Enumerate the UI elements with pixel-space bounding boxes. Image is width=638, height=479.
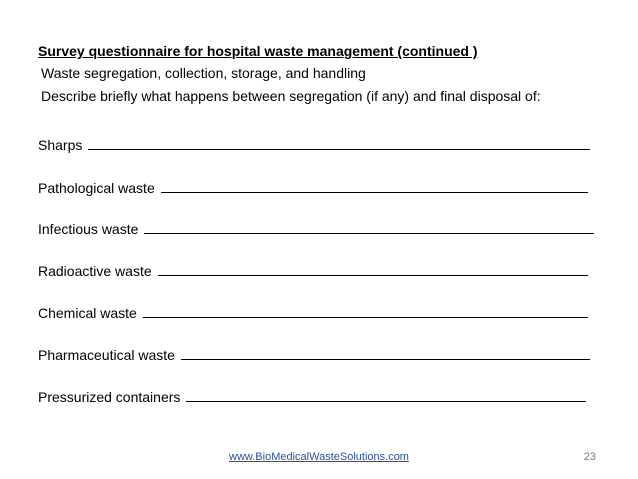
field-label-pathological-waste: Pathological waste [38,180,155,196]
field-label-infectious-waste: Infectious waste [38,221,139,237]
answer-line-sharps[interactable] [88,149,590,150]
field-row-infectious-waste [38,217,594,237]
field-row-pressurized-containers [38,385,586,405]
answer-line-infectious-waste[interactable] [144,233,594,234]
field-label-radioactive-waste: Radioactive waste [38,263,152,279]
answer-line-radioactive-waste[interactable] [158,275,588,276]
instruction-text: Describe briefly what happens between segregation (if any) and final disposal of: [41,88,541,104]
footer-website-link[interactable]: www.BioMedicalWasteSolutions.com [229,451,409,463]
field-row-pharmaceutical-waste [38,343,590,363]
field-row-radioactive-waste [38,259,588,279]
page-title: Survey questionnaire for hospital waste management (continued ) [38,43,478,59]
page-number: 23 [583,451,596,463]
section-subtitle: Waste segregation, collection, storage, and handling [41,65,366,81]
answer-line-pressurized-containers[interactable] [186,401,586,402]
field-row-sharps [38,133,590,153]
answer-line-chemical-waste[interactable] [143,317,588,318]
field-label-sharps: Sharps [38,137,83,153]
field-label-pharmaceutical-waste: Pharmaceutical waste [38,347,175,363]
field-row-pathological-waste [38,176,588,196]
field-label-chemical-waste: Chemical waste [38,305,137,321]
field-label-pressurized-containers: Pressurized containers [38,389,181,405]
answer-line-pathological-waste[interactable] [161,192,588,193]
field-row-chemical-waste [38,301,588,321]
answer-line-pharmaceutical-waste[interactable] [181,359,590,360]
